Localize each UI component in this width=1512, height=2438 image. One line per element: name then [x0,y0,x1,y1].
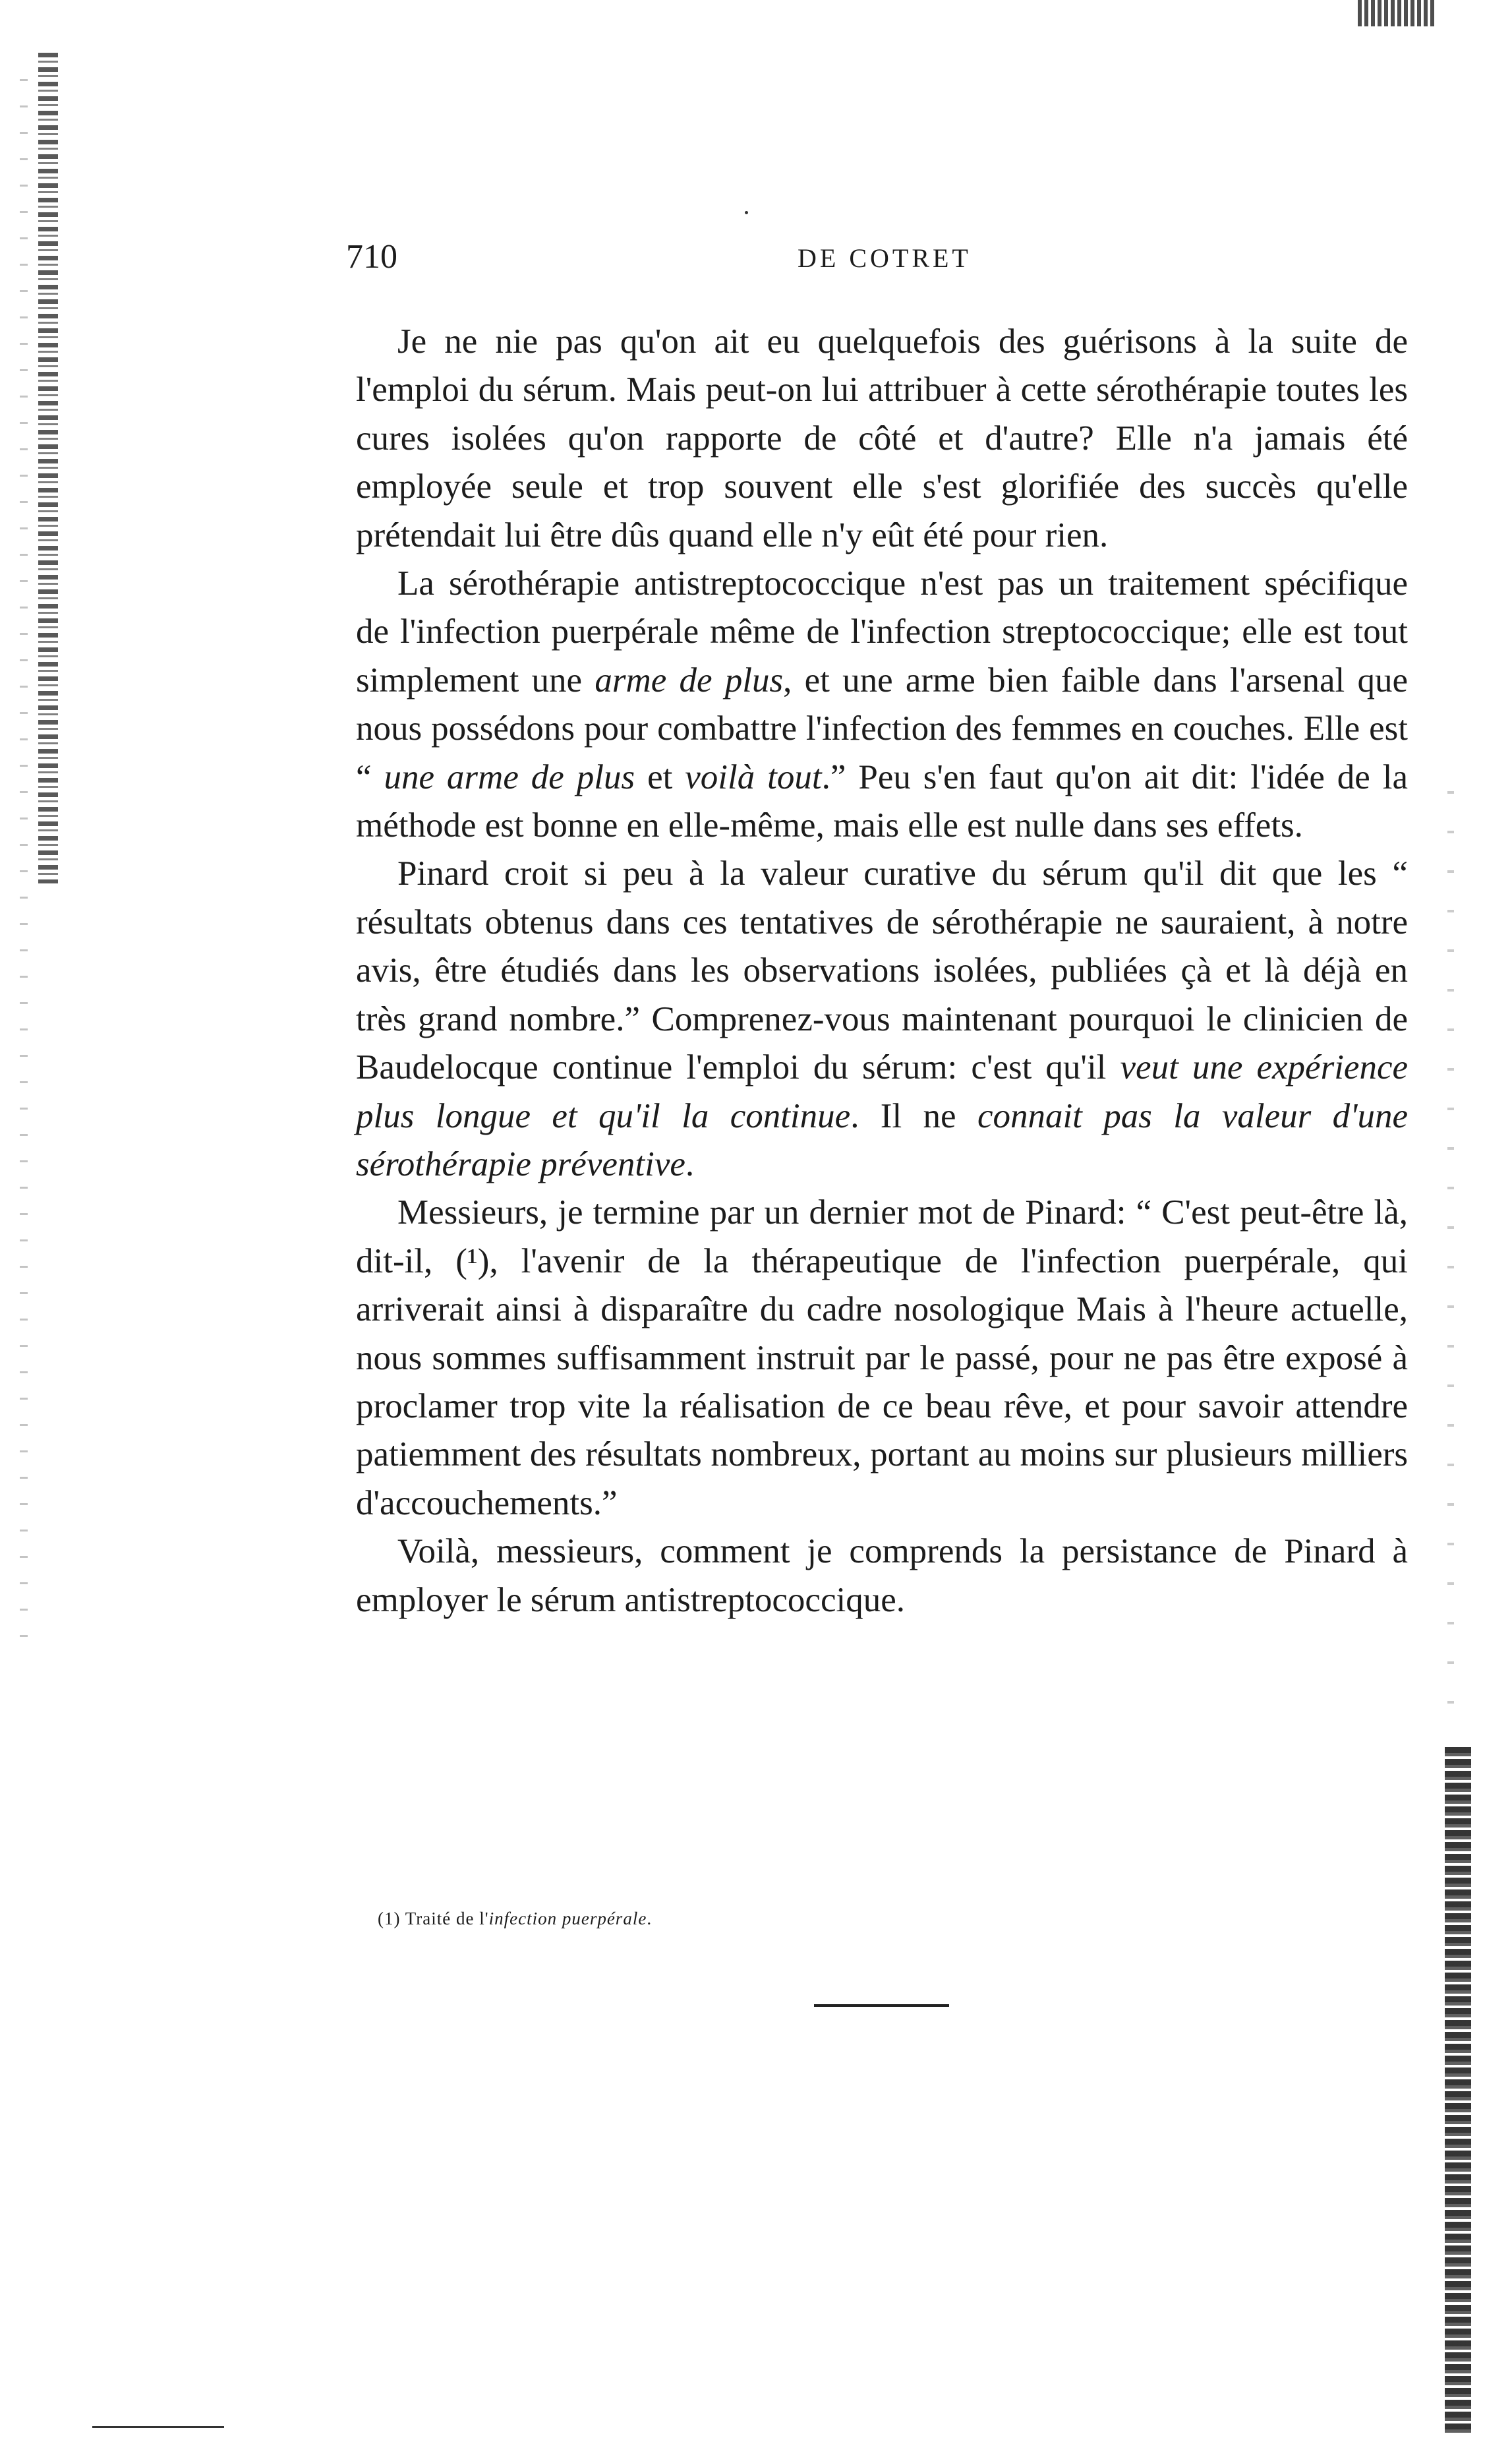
paragraph-text: Je ne nie pas qu'on ait eu quelquefois des guérisons à la suite de l'emploi du sérum. Mais peut-on lui attribuer à cette sérothérapie toutes les cures isolées qu'on rapporte de côté et d'autre? Elle n'a jamais été employée seule et trop souvent elle s'est glorifiée des succès qu'elle prétendait lui être dûs quand elle n'y eût été pour rien. [356,322,1408,554]
footnote-suffix: . [647,1909,653,1928]
paragraph [356,560,1408,850]
paragraph-text: Pinard croit si peu à la valeur curative du sérum qu'il dit que les “ résultats obtenus dans ces tentatives de sérothérapie ne sauraient, à notre avis, être étudiés dans les observations isolées, publiées çà et là déjà en très grand nombre.” Comprenez-vous maintenant pourquoi le clinicien de Baudelocque continue l'emploi du sérum: c'est qu'il [356,854,1408,1087]
scan-binding-left-faint [20,79,28,1661]
scan-binding-right [1445,1747,1471,2433]
paragraph-text: Voilà, messieurs, comment je comprends la persistance de Pinard à employer le sérum antistreptococcique. [356,1532,1408,1619]
scan-corner-mark [1358,0,1437,26]
footnote [378,1909,652,1929]
paragraph-text: Messieurs, je termine par un dernier mot de Pinard: “ C'est peut-être là, dit-il, (¹), l'avenir de la thérapeutique de l'infection puerpérale, qui arriverait ainsi à disparaître du cadre nosologique Mais à l'heure actuelle, nous sommes suffisamment instruit par le passé, pour ne pas être exposé à proclamer trop vite la réalisation de ce beau rêve, et pour savoir attendre patiemment des résultats nombreux, portant au moins sur plusieurs milliers d'accouchements.” [356,1193,1408,1522]
paragraph [356,850,1408,1189]
italic-text: une arme de plus [384,758,635,796]
body-text [356,318,1408,1624]
page-header [346,237,1008,283]
paragraph-text: . Il ne [850,1096,977,1135]
paragraph-text: .” Peu s'en faut qu'on ait dit: l'idée de la méthode est bonne en elle-même, mais elle est nulle dans ses effets. [356,758,1409,845]
footnote-italic: infection puerpérale [488,1909,647,1928]
page-number: 710 [346,238,397,276]
scan-dot [745,211,748,214]
paragraph-text: La sérothérapie antistreptococcique n'est pas un traitement spécifique de l'infection puerpérale même de l'infection streptococcique; elle est tout simplement une [356,564,1408,699]
paragraph [356,318,1408,560]
paragraph-text: et [635,758,685,796]
scan-binding-right-faint [1447,791,1454,1714]
footnote-marker: (1) [378,1909,401,1928]
paragraph-text: . [685,1145,695,1183]
paragraph [356,1189,1408,1528]
scan-bottom-line [92,2426,224,2428]
paragraph [356,1528,1408,1624]
end-rule [814,2004,949,2007]
italic-text: voilà tout [685,758,822,796]
italic-text: arme de plus [595,661,784,699]
running-head: DE COTRET [798,243,972,273]
paragraph-text: , et une arme bien faible dans l'arsenal que nous possédons pour combattre l'infection des femmes en couches. Elle est “ [356,661,1408,796]
italic-text: veut une expérience plus longue et qu'il la continue [356,1048,1408,1135]
italic-text: connait pas la valeur d'une sérothérapie préventive [356,1096,1408,1183]
scan-binding-left [38,53,58,883]
footnote-prefix: Traité de l' [405,1909,489,1928]
